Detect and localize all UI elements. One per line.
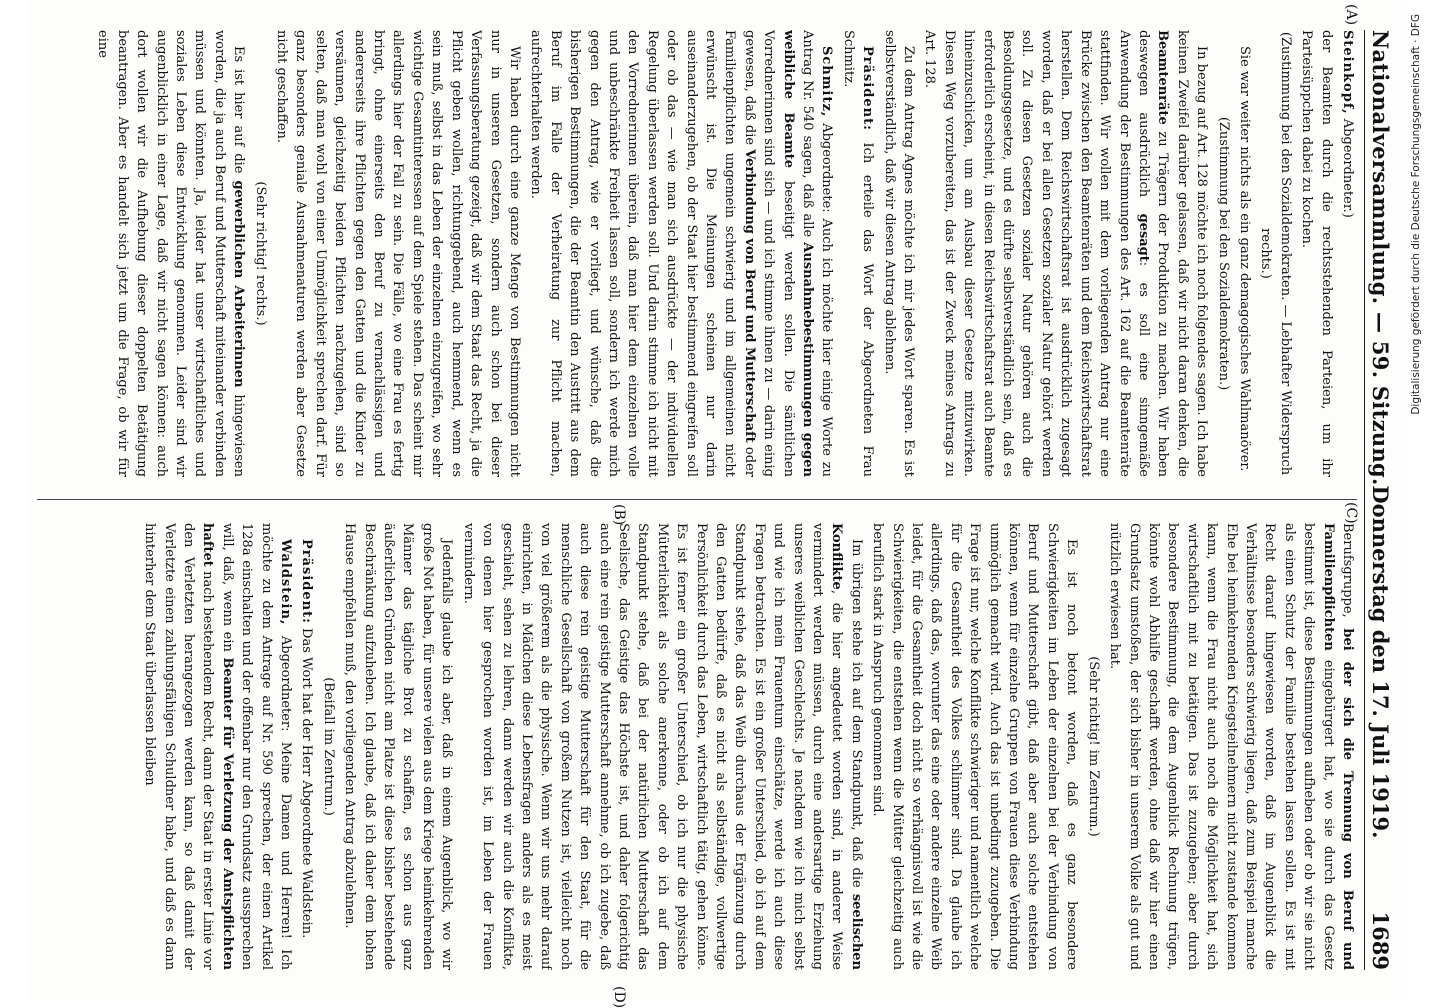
- paragraph: Steinkopf, Abgeordneter.): [1340, 30, 1355, 218]
- paragraph: (Zustimmung bei den Sozialdemokraten. — Lebhafter Widerspruch rechts.): [1258, 31, 1293, 476]
- paragraph: Berufsgruppe, bei der sich die Trennung von Beruf und Familienpflichten eingebürgert hat, wo sie durch das Gesetz bestimmt ist, diese Bestimmungen aufheben oder ob wir sie nicht als einen Schutz der Familie bestehen lassen sollen. Es ist mit Recht darauf hingewiesen worden, daß im Augenblick die Verhältnisse besonders schwierig liegen, daß zum Beispiel manche Ehe bei heimkehrenden Kriegsteilnehmern nicht zustande kommen kann, wenn die Frau nicht auch noch die Möglichkeit hat, sich wirtschaftlich mit zu betätigen. Das ist zuzugeben; aber durch besondere Bestimmung, die dem Augenblick Rechnung trügen, könnte wohl Abhilfe geschafft werden, ohne daß wir hier einen Grundsatz umstoßen, der sich bisher in unserem Volke als gut und nützlich erwiesen hat.: [1107, 523, 1355, 970]
- margin-letter-a: (A): [1343, 4, 1359, 26]
- paragraph: In bezug auf Art. 128 möchte ich noch folgendes sagen. Ich habe keinen Zweifel darüber gelassen, daß wir nicht daran denken, die Beamtenräte zu Trägern der Produktion zu machen. Wir haben deswegen ausdrücklich gesagt: es soll eine sinngemäße Anwendung der Bestimmungen des Art. 162 auf die Beamtenräte stattfinden. Wir wollen mit dem vorliegenden Antrag nur eine Brücke zwischen den Beamtenräten und dem Reichswirtschaftsrat herstellen. Dem Reichswirtschaftsrat ist ausdrücklich zugesagt worden, daß er bei allen Gesetzen sozialer Natur gehört werden soll. Zu diesen Gesetzen sozialer Natur gehören auch die Besoldungsgesetze, und es dürfte selbstverständlich sein, daß es erforderlich erscheint, in diesen Reichswirtschaftsrat auch Beamte hineinzuschicken, um am Ausbau dieser Gesetze mitzuwirken. Diesen Weg vorzubereiten, das ist der Zweck meines Antrags zu Art. 128.: [922, 30, 1210, 477]
- paragraph: (Sehr richtig! im Zentrum.): [1085, 656, 1101, 837]
- margin-letter-c: (C): [1343, 502, 1359, 524]
- right-column: [35, 523, 1357, 970]
- header-left: Nationalversammlung. — 59. Sitzung.: [1368, 30, 1393, 486]
- column-divider: [37, 499, 1357, 500]
- header-date: Donnerstag den 17. Juli 1919.: [1368, 485, 1393, 839]
- page-header: [1364, 30, 1399, 970]
- paragraph: Wir haben durch eine ganze Menge von Bestimmungen nicht nur in unseren Gesetzen, sondern auch schon bei dieser Verfassungsberatung gezeigt, daß wir dem Staat das Recht, ja die Pflicht geben wollen, richtunggebend, auch hemmend, wenn es sein muß, selbst in das Leben der einzelnen einzugreifen, wo sehr wichtige Gesamtinteressen auf dem Spiele stehen. Das scheint mir allerdings hier der Fall zu sein. Die Fälle, wo eine Frau es fertig bringt, ohne einerseits den Beruf zu vernachlässigen und andererseits ihre Pflichten gegen den Gatten und die Kinder zu versäumen, gleichzeitig beiden Pflichten nachzugehen, sind so selten, daß man wohl von einer Unmöglichkeit sprechen darf. Für ganz besonders geniale Ausnahmenaturen werden aber Gesetze nicht geschaffen.: [274, 30, 522, 477]
- paragraph: Waldstein, Abgeordneter: Meine Damen und Herren! Ich möchte zu dem Antrage auf Nr. 590 sprechen, der einen Artikel 128a einschalten und der offenbar nur den Grundsatz aussprechen will, daß, wenn ein Beamter für Verletzung der Amtspflichten haftet nach bestehendem Recht, dann der Staat in erster Linie vor den Verletzten herangezogen werden kann, so daß damit der Verletzte einen zahlungsfähigen Schuldner habe, und daß es dann hinterher dem Staat überlassen bleiben: [142, 523, 294, 970]
- paragraph: Es ist noch betont worden, daß es ganz besondere Schwierigkeiten im Leben der einzelnen bei der Verbindung von Beruf und Mutterschaft gibt, daß aber auch solche entstehen können, wenn für einzelne Gruppen von Frauen diese Verbindung unmöglich gemacht wird. Auch das ist unbedingt zuzugeben. Die Frage ist nur, welche Konflikte schwieriger und namentlich welche für die Gesamtheit des Volkes schlimmer sind. Da glaube ich allerdings, daß das, worunter das eine oder andere einzelne Weib leidet, für die Gesamtheit doch nicht so verhängnisvoll ist wie die Schwierigkeiten, die entstehen wenn die Mütter gleichzeitig auch beruflich stark in Anspruch genommen sind.: [870, 523, 1080, 970]
- paragraph: Präsident: Das Wort hat der Herr Abgeordnete Waldstein.: [299, 539, 315, 939]
- paragraph: Präsident: Ich erteile das Wort der Abgeordneten Frau Schmitz.: [840, 30, 876, 477]
- paragraph: Schmitz, Abgeordnete: Auch ich möchte hier einige Worte zu Antrag Nr. 540 sagen, daß alle Ausnahmebestimmungen gegen weibliche Beamte beseitigt werden sollen. Die sämtlichen Vorrednerinnen sind sich — und ich stimme ihnen zu — darin einig gewesen, daß die Verbindung von Beruf und Mutterschaft oder Familienpflichten ungemein schwierig und im allgemeinen nicht erwünscht ist. Die Meinungen scheinen nur darin auseinanderzugehen, ob der Staat hier bestimmend eingreifen soll oder ob das — wie man sich ausdrückte — der individuellen Regelung überlassen werden soll. Und darin stimme ich nicht mit den Vorrednerinnen überein, daß man hier dem einzelnen volle und unbeschränkte Freiheit lassen soll, sondern ich werde mich gegen den Antrag, wie er vorliegt, und wünsche, daß die bisherigen Bestimmungen, die der Beamtin den Austritt aus dem Beruf im Falle der Verheiratung zur Pflicht machen, aufrechterhalten werden.: [528, 30, 835, 477]
- paragraph: der Beamten durch die rechtsstehenden Parteien, um ihr Parteisüppchen dabei zu kochen.: [1299, 30, 1334, 477]
- paragraph: Es ist hier auf die gewerblichen Arbeiterinnen hingewiesen worden, die ja auch Beruf und Mutterschaft miteinander verbinden müssen und könnten. Ja, leider hat unser wirtschaftliches und soziales Leben diese Entwicklung genommen. Leider sind wir augenblicklich in einer Lage, daß wir nicht sagen können: auch dort wollen wir die Aufhebung dieser doppelten Betätigung beantragen. Aber es handelt sich jetzt um die Frage, ob wir für eine: [95, 30, 247, 477]
- paragraph: (Sehr richtig! rechts.): [252, 181, 268, 326]
- margin-letter-b: (B): [611, 504, 627, 526]
- digitization-note: Digitalisierung gefördert durch die Deutsche Forschungsgemeinschaft · DFG: [1410, 14, 1422, 415]
- margin-letter-d: (D): [611, 986, 627, 1008]
- paragraph: Zu dem Antrag Agnes möchte ich mir jedes Wort sparen. Es ist selbstverständlich, daß wir diesen Antrag ablehnen.: [881, 30, 917, 477]
- rotated-page: [27, 0, 1407, 1008]
- digitization-stamp: [1408, 6, 1430, 994]
- page-number: 1689: [1368, 911, 1393, 970]
- header-right: [1368, 485, 1393, 970]
- paragraph: (Zustimmung bei den Sozialdemokraten.): [1215, 116, 1231, 391]
- left-column: [35, 30, 1357, 477]
- paragraph: Jedenfalls glaube ich aber, daß in einem Augenblick, wo wir große Not haben, für unsere vielen aus dem Kriege heimkehrenden Männer das tägliche Brot zu schaffen, es schon aus ganz äußerlichen Gründen nicht am Platze ist diese bisher bestehende Beschränkung aufzuheben. Ich glaube, daß ich daher dem hohen Hause empfehlen muß, den vorliegenden Antrag abzulehnen.: [342, 523, 455, 970]
- paragraph: (Beifall im Zentrum.): [320, 677, 336, 816]
- paragraph: Im übrigen stehe ich auf dem Standpunkt, daß die seelischen Konflikte, die hier angedeutet worden sind, in anderer Weise vermindert werden müssen, durch eine andersartige Erziehung unseres weiblichen Geschlechts. Je nachdem wie ich mich selbst und wie ich mein Frauentum einschätze, werde ich auch diese Fragen betrachten. Es ist ein großer Unterschied, ob ich auf dem Standpunkt stehe, daß das Weib durchaus der Ergänzung durch den Gatten bedürfe, daß es nicht als selbständige, vollwertige Persönlichkeit durch das Leben, wirtschaftlich tätig, gehen könne. Es ist ferner ein großer Unterschied, ob ich nur die physische Mütterlichkeit als solche anerkenne, oder ob ich auf dem Standpunkt stehe, daß bei der natürlichen Mutterschaft das Seelische, das Geistige das Höchste ist, und daher folgerichtig auch eine rein geistige Mutterschaft annehme, ob ich zugebe, daß auch diese rein geistige Mutterschaft für den Staat, für die menschliche Gesellschaft von großem Nutzen ist, vielleicht noch von viel größerem als die physische. Wenn wir uns mehr darauf einrichten, in Mädchen diese Lebensfragen anders als es meist geschieht, sehen zu lehren, dann werden wir auch die Konflikte, von denen hier gesprochen worden ist, im Leben der Frauen vermindern.: [460, 523, 864, 970]
- paragraph: Sie war weiter nichts als ein ganz demagogisches Wahlmanöver.: [1236, 46, 1252, 472]
